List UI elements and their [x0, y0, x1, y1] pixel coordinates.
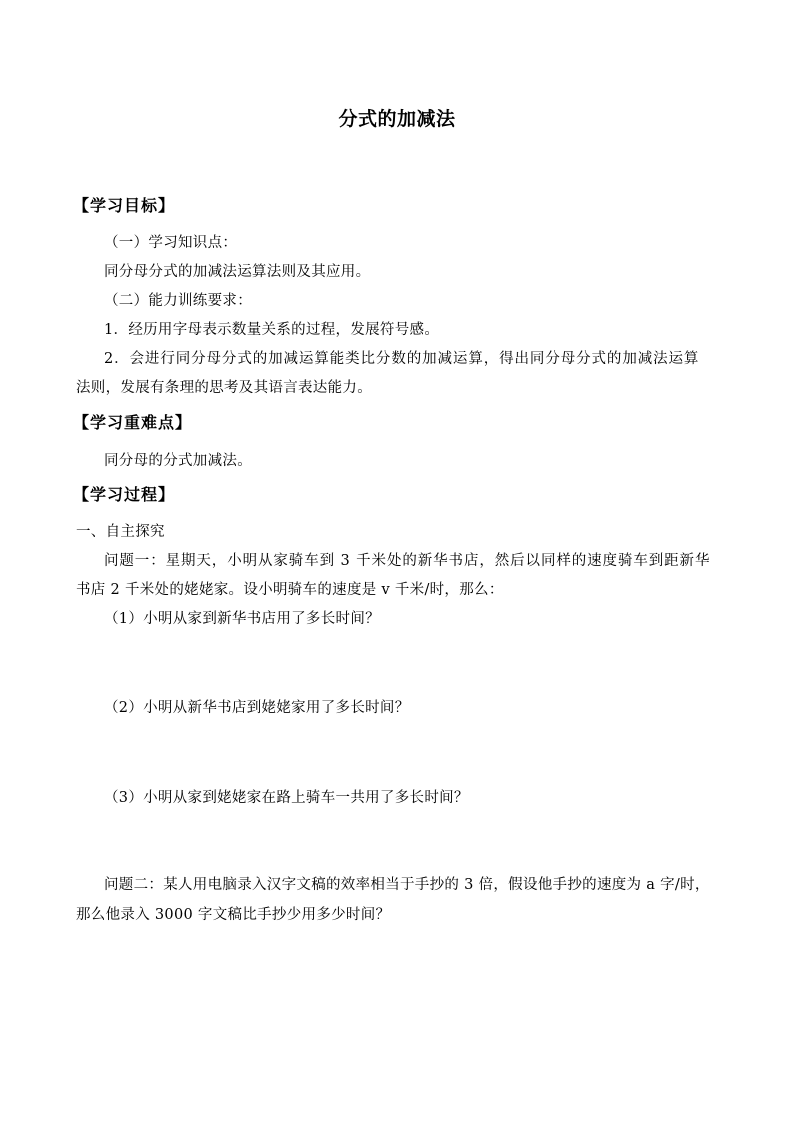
question-one-part-1: （1）小明从家到新华书店用了多长时间？	[104, 611, 380, 627]
section-heading-learning-goals: 【学习目标】	[73, 196, 176, 215]
paragraph-key-point: 同分母的分式加减法。	[104, 453, 252, 469]
paragraph-ability-item-2-line1: 2．会进行同分母分式的加减运算能类比分数的加减运算，得出同分母分式的加减法运算	[104, 351, 700, 367]
subsection-self-exploration: 一、自主探究	[76, 524, 165, 540]
paragraph-ability-item-2-line2: 法则，发展有条理的思考及其语言表达能力。	[76, 380, 372, 396]
question-one-part-3: （3）小明从家到姥姥家在路上骑车一共用了多长时间？	[104, 790, 469, 806]
section-heading-key-points: 【学习重难点】	[73, 413, 193, 432]
page-title: 分式的加减法	[338, 108, 456, 130]
question-two-line2: 那么他录入 3000 字文稿比手抄少用多少时间？	[76, 907, 391, 923]
paragraph-ability-label: （二）能力训练要求：	[104, 293, 252, 309]
paragraph-knowledge-point: 同分母分式的加减法运算法则及其应用。	[104, 264, 371, 280]
paragraph-knowledge-point-label: （一）学习知识点：	[104, 235, 238, 251]
question-one-line2: 书店 2 千米处的姥姥家。设小明骑车的速度是 v 千米/时，那么：	[76, 582, 504, 598]
question-two-line1: 问题二：某人用电脑录入汉字文稿的效率相当于手抄的 3 倍，假设他手抄的速度为 a 字/时，	[104, 877, 710, 893]
paragraph-ability-item-1: 1．经历用字母表示数量关系的过程，发展符号感。	[104, 322, 440, 338]
section-heading-learning-process: 【学习过程】	[73, 485, 176, 504]
question-one-line1: 问题一：星期天，小明从家骑车到 3 千米处的新华书店，然后以同样的速度骑车到距新华	[104, 553, 711, 569]
question-one-part-2: （2）小明从新华书店到姥姥家用了多长时间？	[104, 700, 410, 716]
